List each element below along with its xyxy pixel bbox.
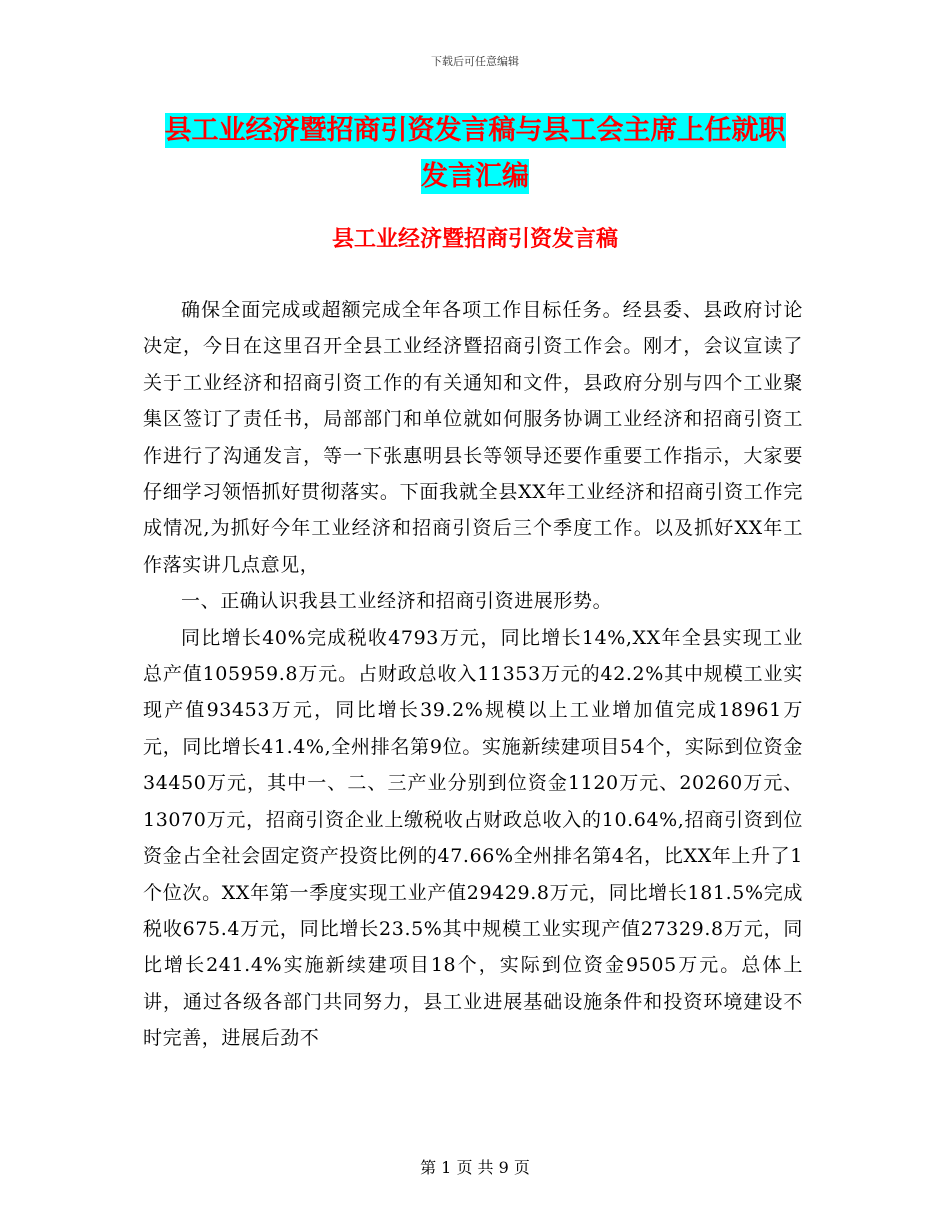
paragraph: 一、正确认识我县工业经济和招商引资进展形势。 <box>181 590 613 613</box>
document-title <box>140 108 810 200</box>
paragraph: 确保全面完成或超额完成全年各项工作目标任务。经县委、县政府讨论决定，今日在这里召开全县工业经济暨招商引资工作会。刚才，会议宣读了关于工业经济和招商引资工作的有关通知和文件，县政府分别与四个工业聚集区签订了责任书，局部部门和单位就如何服务协调工业经济和招商引资工作进行了沟通发言，等一下张惠明县长等领导还要作重要工作指示，大家要仔细学习领悟抓好贯彻落实。下面我就全县XX年工业经济和招商引资工作完成情况,为抓好今年工业经济和招商引资后三个季度工作。以及抓好XX年工作落实讲几点意见， <box>143 299 803 576</box>
paragraph: 同比增长40%完成税收4793万元，同比增长14%,XX年全县实现工业总产值105959.8万元。占财政总收入11353万元的42.2%其中规模工业实现产值93453万元，同比增长39.2%规模以上工业增加值完成18961万元，同比增长41.4%,全州排名第9位。实施新续建项目54个，实际到位资金34450万元，其中一、二、三产业分别到位资金1120万元、20260万元、13070万元，招商引资企业上缴税收占财政总收入的10.64%,招商引资到位资金占全社会固定资产投资比例的47.66%全州排名第4名，比XX年上升了1个位次。XX年第一季度实现工业产值29429.8万元，同比增长181.5%完成税收675.4万元，同比增长23.5%其中规模工业实现产值27329.8万元，同比增长241.4%实施新续建项目18个，实际到位资金9505万元。总体上讲，通过各级各部门共同努力，县工业进展基础设施条件和投资环境建设不时完善，进展后劲不 <box>143 626 803 1050</box>
page-number-footer: 第 1 页 共 9 页 <box>420 1158 530 1177</box>
document-body <box>143 292 803 1057</box>
document-title-line-2: 发言汇编 <box>421 161 529 192</box>
section-heading: 县工业经济暨招商引资发言稿 <box>331 227 618 252</box>
document-title-line-1: 县工业经济暨招商引资发言稿与县工会主席上任就职 <box>164 115 786 146</box>
page-header-note: 下载后可任意编辑 <box>431 55 519 68</box>
